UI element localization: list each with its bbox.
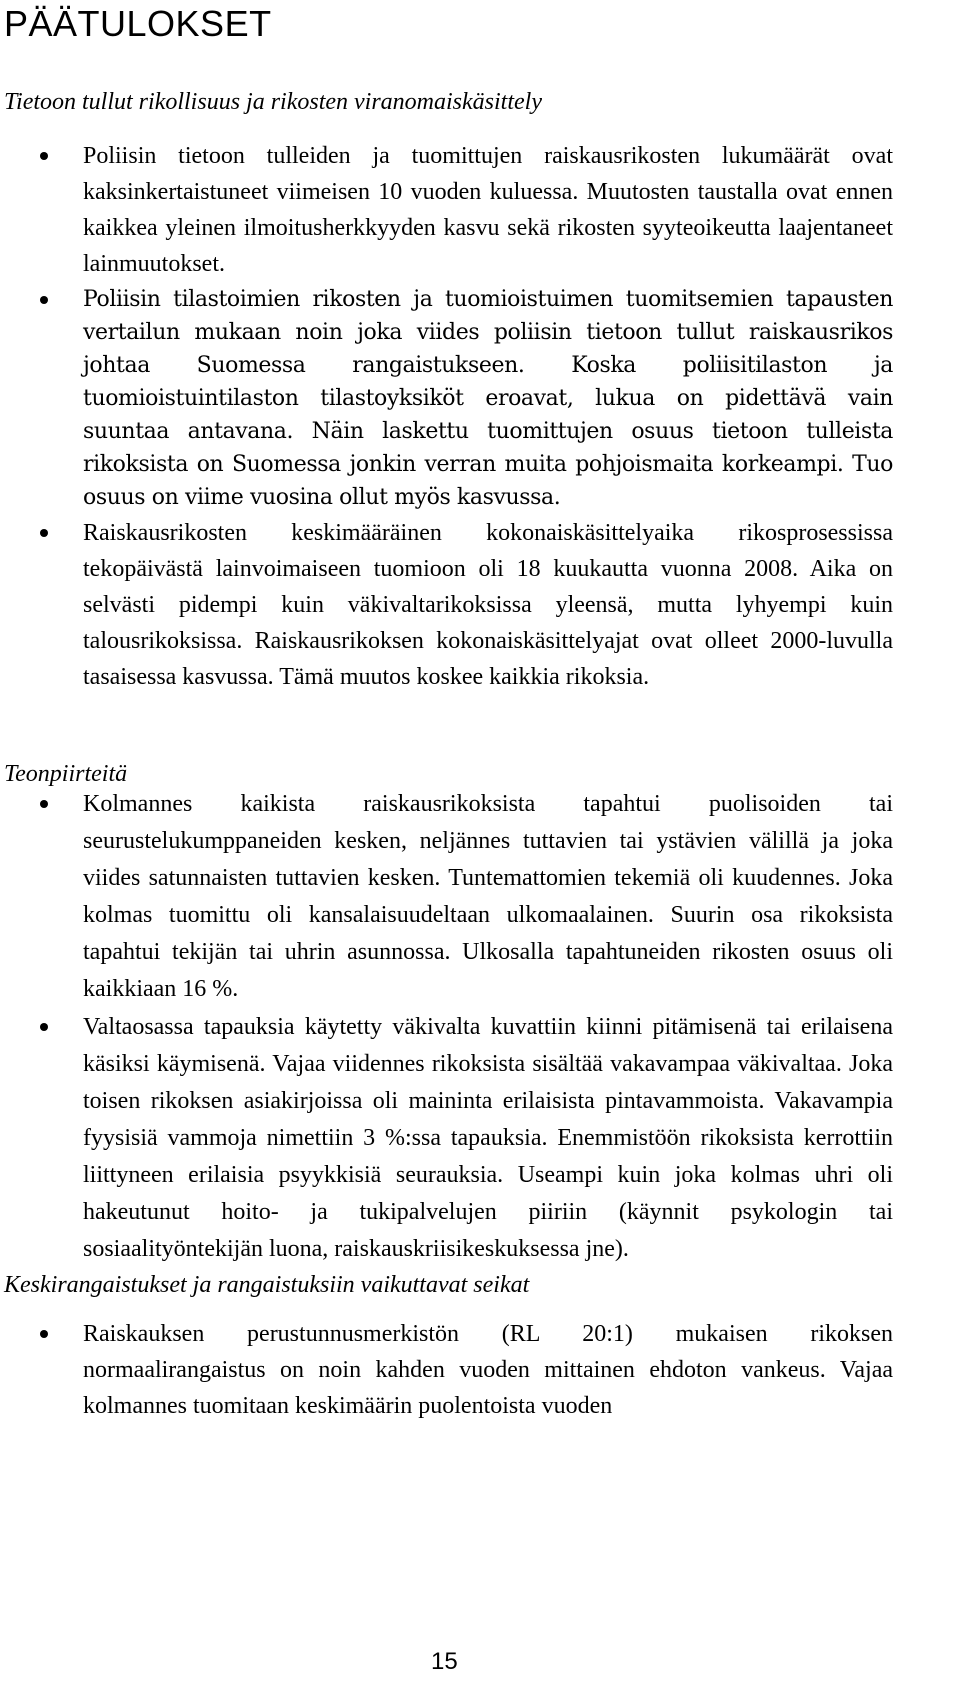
bullet-icon [40, 1330, 48, 1338]
list-item [0, 1316, 960, 1424]
page-title: PÄÄTULOKSET [4, 3, 272, 44]
list-item-text: Kolmannes kaikista raiskausrikoksista tapahtui puolisoiden tai seurustelukumppaneiden kesken, neljännes tuttavien tai ystävien välillä ja joka viides satunnaisten tuttavien kesken. Tuntemattomien tekemiä oli kuudennes. Joka kolmas tuomittu oli kansalaisuudeltaan ulkomaalainen. Suurin osa rikoksista tapahtui tekijän tai uhrin asunnossa. Ulkosalla tapahtuneiden rikosten osuus oli kaikkiaan 16 %. [83, 791, 893, 1002]
section-heading-keskirangaistukset: Keskirangaistukset ja rangaistuksiin vaikuttavat seikat [4, 1272, 530, 1298]
bullet-icon [40, 296, 48, 304]
list-item [0, 786, 960, 1008]
list-item-text: Poliisin tietoon tulleiden ja tuomittujen raiskausrikosten lukumäärät ovat kaksinkertaistuneet viimeisen 10 vuoden kuluessa. Muutosten taustalla ovat ennen kaikkea yleinen ilmoitusherkkyyden kasvu sekä rikosten syyteoikeutta laajentaneet lainmuutokset. [83, 143, 893, 277]
list-item [0, 138, 960, 282]
list-item [0, 283, 960, 514]
list-item-text: Raiskauksen perustunnusmerkistön (RL 20:1) mukaisen rikoksen normaalirangaistus on noin kahden vuoden mittainen ehdoton vankeus. Vajaa kolmannes tuomitaan keskimäärin puolentoista vuoden [83, 1321, 893, 1419]
bullet-list-tietoon-tullut [0, 138, 960, 696]
list-item-text: Valtaosassa tapauksia käytetty väkivalta kuvattiin kiinni pitämisenä tai erilaisena käsiksi käymisenä. Vajaa viidennes rikoksista sisältää vakavampaa väkivaltaa. Joka toisen rikoksen asiakirjoissa oli maininta erilaisista pintavammoista. Vakavampia fyysisiä vammoja nimettiin 3 %:ssa tapauksia. Enemmistöön rikoksista kerrottiin liittyneen erilaisia psyykkisiä seurauksia. Useampi kuin joka kolmas uhri oli hakeutunut hoito- ja tukipalvelujen piiriin (käynnit psykologin tai sosiaalityöntekijän luona, raiskauskriisikeskuksessa jne). [83, 1014, 893, 1262]
bullet-list-teonpiirteita [0, 786, 960, 1269]
bullet-icon [40, 529, 48, 537]
bullet-list-keskirangaistukset [0, 1316, 960, 1425]
page-number: 15 [431, 1648, 458, 1675]
section-heading-tietoon-tullut: Tietoon tullut rikollisuus ja rikosten viranomaiskäsittely [4, 89, 542, 115]
bullet-icon [40, 800, 48, 808]
list-item [0, 1009, 960, 1268]
bullet-icon [40, 1023, 48, 1031]
section-heading-teonpiirteita: Teonpiirteitä [4, 761, 128, 787]
bullet-icon [40, 152, 48, 160]
list-item [0, 515, 960, 695]
list-item-text: Raiskausrikosten keskimääräinen kokonaiskäsittelyaika rikosprosessissa tekopäivästä lainvoimaiseen tuomioon oli 18 kuukautta vuonna 2008. Aika on selvästi pidempi kuin väkivaltarikoksissa yleensä, mutta lyhyempi kuin talousrikoksissa. Raiskausrikoksen kokonaiskäsittelyajat ovat olleet 2000-luvulla tasaisessa kasvussa. Tämä muutos koskee kaikkia rikoksia. [83, 520, 893, 690]
list-item-text: Poliisin tilastoimien rikosten ja tuomioistuimen tuomitsemien tapausten vertailun mukaan noin joka viides poliisin tietoon tullut raiskausrikos johtaa Suomessa rangaistukseen. Koska poliisitilaston ja tuomioistuintilaston tilastoyksiköt eroavat, lukua on pidettävä vain suuntaa antavana. Näin laskettu tuomittujen osuus tietoon tulleista rikoksista on Suomessa jonkin verran muita pohjoismaita korkeampi. Tuo osuus on viime vuosina ollut myös kasvussa. [83, 287, 893, 510]
